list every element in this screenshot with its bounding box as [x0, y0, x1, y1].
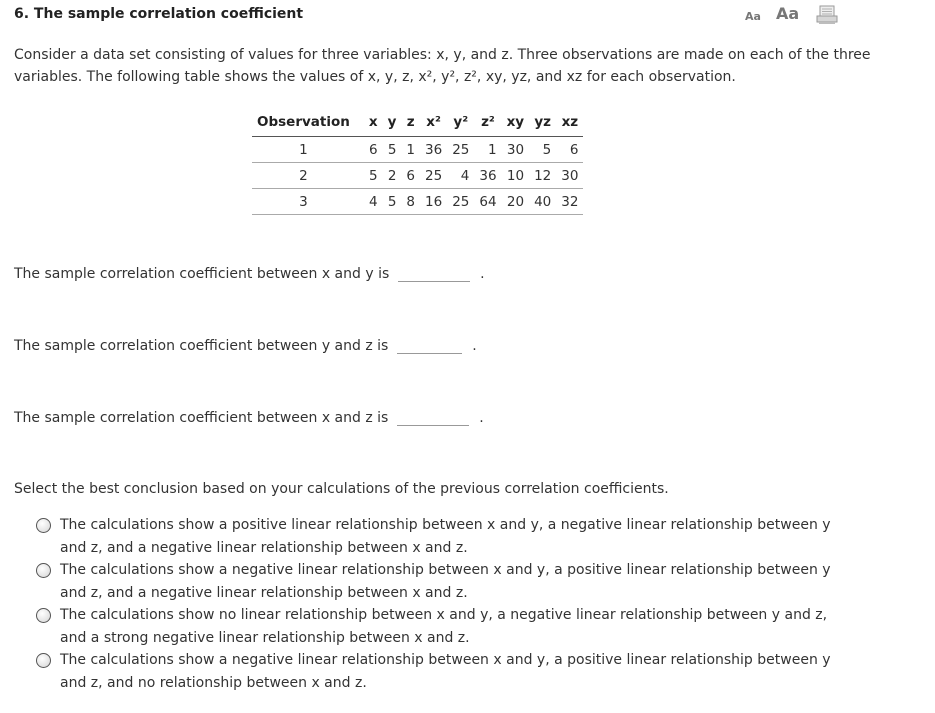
answer-input-yz[interactable]	[397, 339, 462, 354]
conclusion-options	[36, 514, 846, 694]
radio-button[interactable]	[36, 518, 51, 533]
option-4[interactable]	[36, 649, 846, 694]
question-label: The sample correlation coefficient between y and z is	[14, 338, 389, 354]
font-size-small-button[interactable]: Aa	[745, 10, 761, 23]
question-label: The sample correlation coefficient between x and y is	[14, 266, 390, 282]
table-cell: 8	[401, 189, 420, 215]
table-cell: 5	[383, 189, 402, 215]
table-cell: 4	[364, 189, 383, 215]
table-cell: 30	[502, 137, 530, 163]
radio-button[interactable]	[36, 563, 51, 578]
question-suffix: .	[480, 266, 485, 282]
question-title: 6. The sample correlation coefficient	[14, 6, 304, 22]
table-header: y²	[447, 110, 474, 137]
table-cell: 16	[420, 189, 447, 215]
table-cell: 4	[447, 163, 474, 189]
table-cell: 25	[447, 137, 474, 163]
option-label: The calculations show a negative linear relationship between x and y, a positive linear relationship between y and z, and a negative linear relationship between x and z.	[60, 562, 831, 601]
option-2[interactable]	[36, 559, 846, 604]
option-label: The calculations show no linear relationship between x and y, a negative linear relationship between y and z, and a strong negative linear relationship between x and z.	[60, 607, 828, 646]
table-cell: 36	[420, 137, 447, 163]
table-cell: 20	[502, 189, 530, 215]
conclusion-prompt: Select the best conclusion based on your calculations of the previous correlation coefficients.	[14, 481, 669, 497]
table-cell: 2	[383, 163, 402, 189]
question-xy	[14, 266, 485, 282]
table-row	[252, 137, 583, 163]
table-cell: 1	[252, 137, 364, 163]
table-cell: 64	[474, 189, 501, 215]
table-row	[252, 163, 583, 189]
table-cell: 30	[556, 163, 583, 189]
table-cell: 5	[529, 137, 556, 163]
question-yz	[14, 338, 477, 354]
table-cell: 25	[420, 163, 447, 189]
radio-button[interactable]	[36, 653, 51, 668]
table-cell: 6	[364, 137, 383, 163]
question-suffix: .	[472, 338, 477, 354]
observation-table	[252, 110, 583, 215]
table-cell: 5	[383, 137, 402, 163]
table-header: xz	[556, 110, 583, 137]
intro-paragraph: Consider a data set consisting of values for three variables: x, y, and z. Three observations are made on each of the three variables. The following table shows the values of x, y, z, x², y², z², xy, yz, and xz for each observation.	[14, 47, 871, 85]
table-cell: 5	[364, 163, 383, 189]
answer-input-xy[interactable]	[398, 267, 470, 282]
table-row	[252, 189, 583, 215]
question-label: The sample correlation coefficient between x and z is	[14, 410, 389, 426]
table-header: xy	[502, 110, 530, 137]
radio-button[interactable]	[36, 608, 51, 623]
table-cell: 40	[529, 189, 556, 215]
table-cell: 6	[556, 137, 583, 163]
table-cell: 6	[401, 163, 420, 189]
table-cell: 12	[529, 163, 556, 189]
table-cell: 2	[252, 163, 364, 189]
table-cell: 3	[252, 189, 364, 215]
font-size-large-button[interactable]: Aa	[776, 4, 800, 23]
table-cell: 1	[474, 137, 501, 163]
option-label: The calculations show a negative linear relationship between x and y, a positive linear relationship between y and z, and no relationship between x and z.	[60, 652, 831, 691]
question-suffix: .	[479, 410, 484, 426]
table-header: x	[364, 110, 383, 137]
table-header: z	[401, 110, 420, 137]
table-cell: 1	[401, 137, 420, 163]
table-header: x²	[420, 110, 447, 137]
answer-input-xz[interactable]	[397, 411, 469, 426]
table-header: z²	[474, 110, 501, 137]
table-cell: 10	[502, 163, 530, 189]
option-label: The calculations show a positive linear relationship between x and y, a negative linear relationship between y and z, and a negative linear relationship between x and z.	[60, 517, 831, 556]
table-header: Observation	[252, 110, 364, 137]
table-header: y	[383, 110, 402, 137]
table-cell: 36	[474, 163, 501, 189]
table-header: yz	[529, 110, 556, 137]
table-cell: 25	[447, 189, 474, 215]
table-cell: 32	[556, 189, 583, 215]
option-1[interactable]	[36, 514, 846, 559]
option-3[interactable]	[36, 604, 846, 649]
question-xz	[14, 410, 484, 426]
print-icon[interactable]	[816, 5, 838, 25]
